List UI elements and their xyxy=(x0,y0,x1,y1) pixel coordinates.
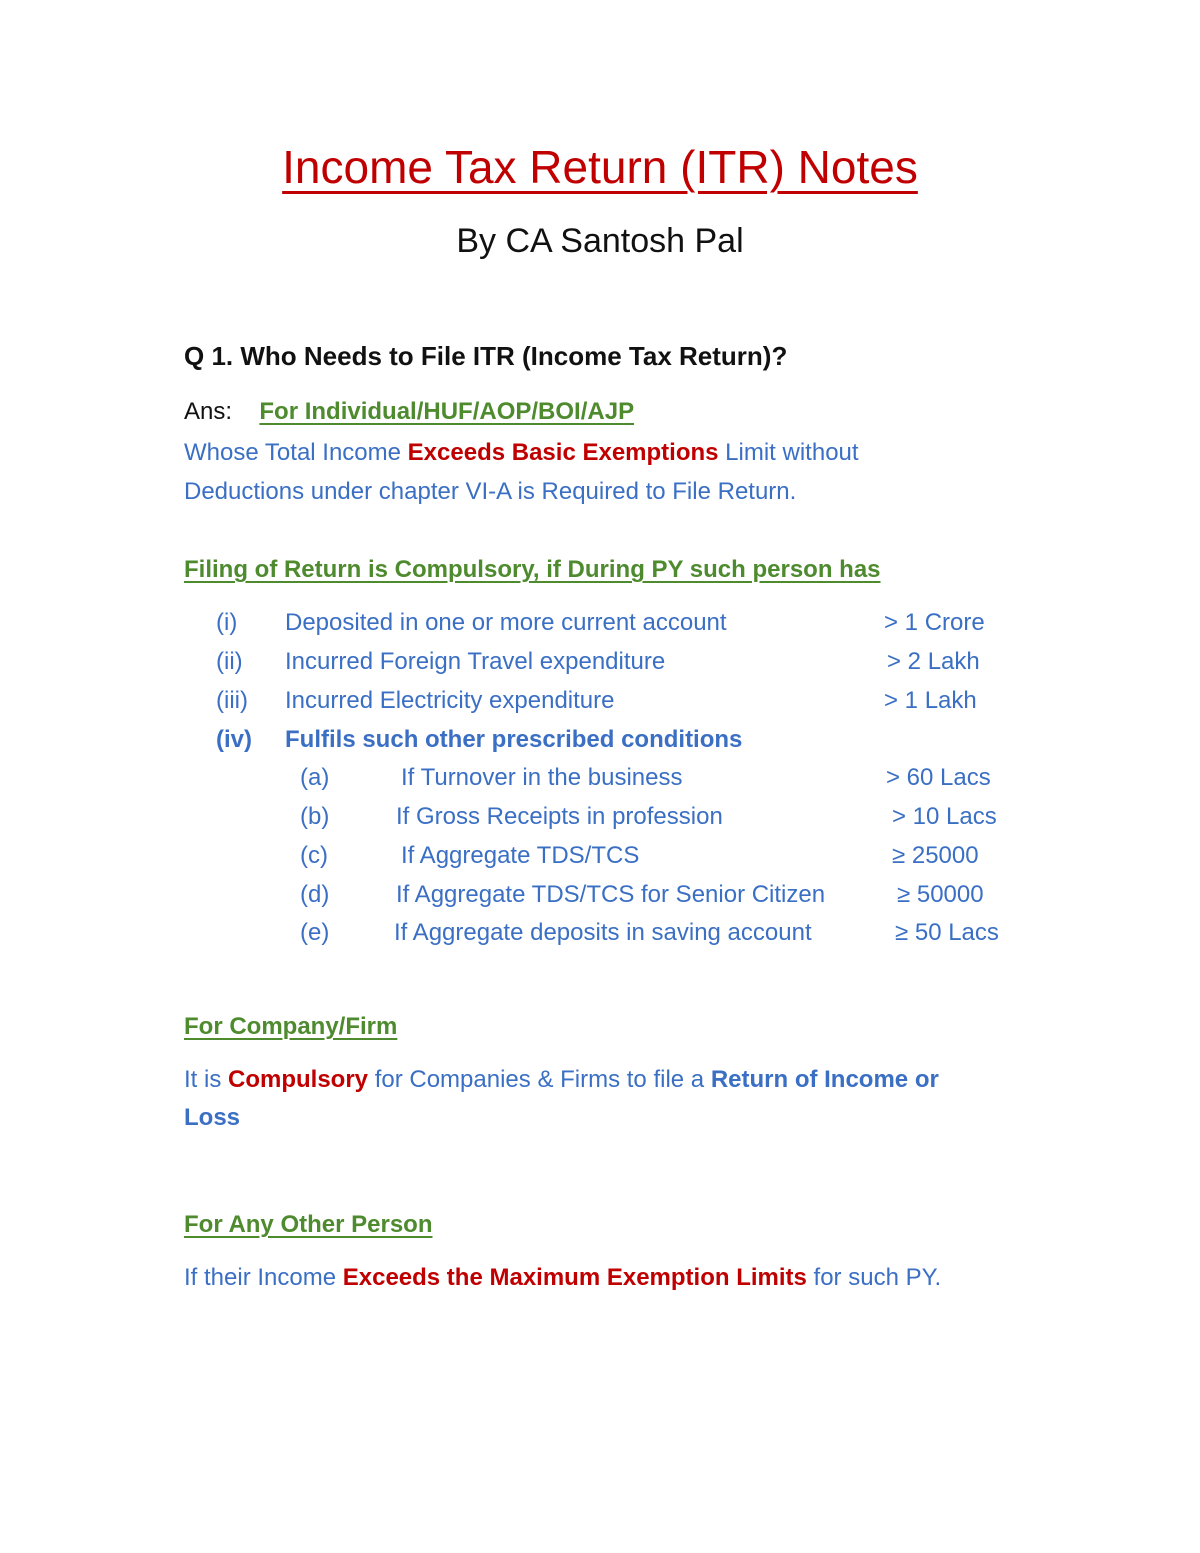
condition-text: Fulfils such other prescribed conditions xyxy=(285,726,743,753)
sub-condition-limit: > 60 Lacs xyxy=(886,764,991,791)
condition-num: (iii) xyxy=(216,687,248,714)
company-text-a: It is xyxy=(184,1066,229,1093)
answer-line xyxy=(184,398,634,426)
sub-condition-text: If Turnover in the business xyxy=(401,764,683,791)
sub-condition-text: If Gross Receipts in profession xyxy=(396,803,723,830)
other-text-c: for such PY. xyxy=(806,1264,942,1291)
company-paragraph-line2: Loss xyxy=(184,1104,241,1131)
company-emphasis-compulsory: Compulsory xyxy=(228,1066,369,1093)
condition-limit: > 1 Lakh xyxy=(884,687,977,714)
sub-condition-text: If Aggregate TDS/TCS for Senior Citizen xyxy=(396,881,826,908)
individual-heading: For Individual/HUF/AOP/BOI/AJP xyxy=(259,398,635,425)
sub-condition-text: If Aggregate deposits in saving account xyxy=(394,919,812,946)
individual-text-a: Whose Total Income xyxy=(184,439,408,466)
other-emphasis: Exceeds the Maximum Exemption Limits xyxy=(342,1264,807,1291)
sub-condition-limit: ≥ 50000 xyxy=(897,881,984,908)
individual-paragraph-line2: Deductions under chapter VI-A is Required to File Return. xyxy=(184,478,797,505)
company-heading: For Company/Firm xyxy=(184,1013,398,1040)
condition-num: (ii) xyxy=(216,648,243,675)
sub-condition-text: If Aggregate TDS/TCS xyxy=(401,842,640,869)
sub-condition-limit: > 10 Lacs xyxy=(892,803,997,830)
sub-condition-num: (a) xyxy=(300,764,330,791)
answer-prefix: Ans: xyxy=(184,398,233,425)
question-heading: Q 1. Who Needs to File ITR (Income Tax Return)? xyxy=(184,341,788,371)
sub-condition-num: (b) xyxy=(300,803,330,830)
condition-limit: > 1 Crore xyxy=(884,609,985,636)
individual-text-c: Limit without xyxy=(718,439,859,466)
other-person-heading: For Any Other Person xyxy=(184,1211,433,1238)
sub-condition-limit: ≥ 25000 xyxy=(892,842,979,869)
sub-condition-limit: ≥ 50 Lacs xyxy=(895,919,999,946)
company-paragraph-line1 xyxy=(184,1066,939,1094)
individual-paragraph-line1 xyxy=(184,439,859,467)
company-emphasis-return: Return of Income or xyxy=(710,1066,939,1093)
condition-text: Incurred Electricity expenditure xyxy=(285,687,615,714)
document-title: Income Tax Return (ITR) Notes xyxy=(282,141,918,193)
individual-emphasis: Exceeds Basic Exemptions xyxy=(407,439,719,466)
other-person-paragraph xyxy=(184,1264,941,1292)
document-author: By CA Santosh Pal xyxy=(456,222,744,260)
condition-num: (i) xyxy=(216,609,238,636)
condition-num: (iv) xyxy=(216,726,252,753)
company-text-c: for Companies & Firms to file a xyxy=(368,1066,711,1093)
condition-limit: > 2 Lakh xyxy=(887,648,980,675)
sub-condition-num: (d) xyxy=(300,881,330,908)
condition-text: Deposited in one or more current account xyxy=(285,609,727,636)
sub-condition-num: (c) xyxy=(300,842,328,869)
compulsory-heading: Filing of Return is Compulsory, if During PY such person has xyxy=(184,556,881,583)
other-text-a: If their Income xyxy=(184,1264,343,1291)
condition-text: Incurred Foreign Travel expenditure xyxy=(285,648,666,675)
sub-condition-num: (e) xyxy=(300,919,330,946)
